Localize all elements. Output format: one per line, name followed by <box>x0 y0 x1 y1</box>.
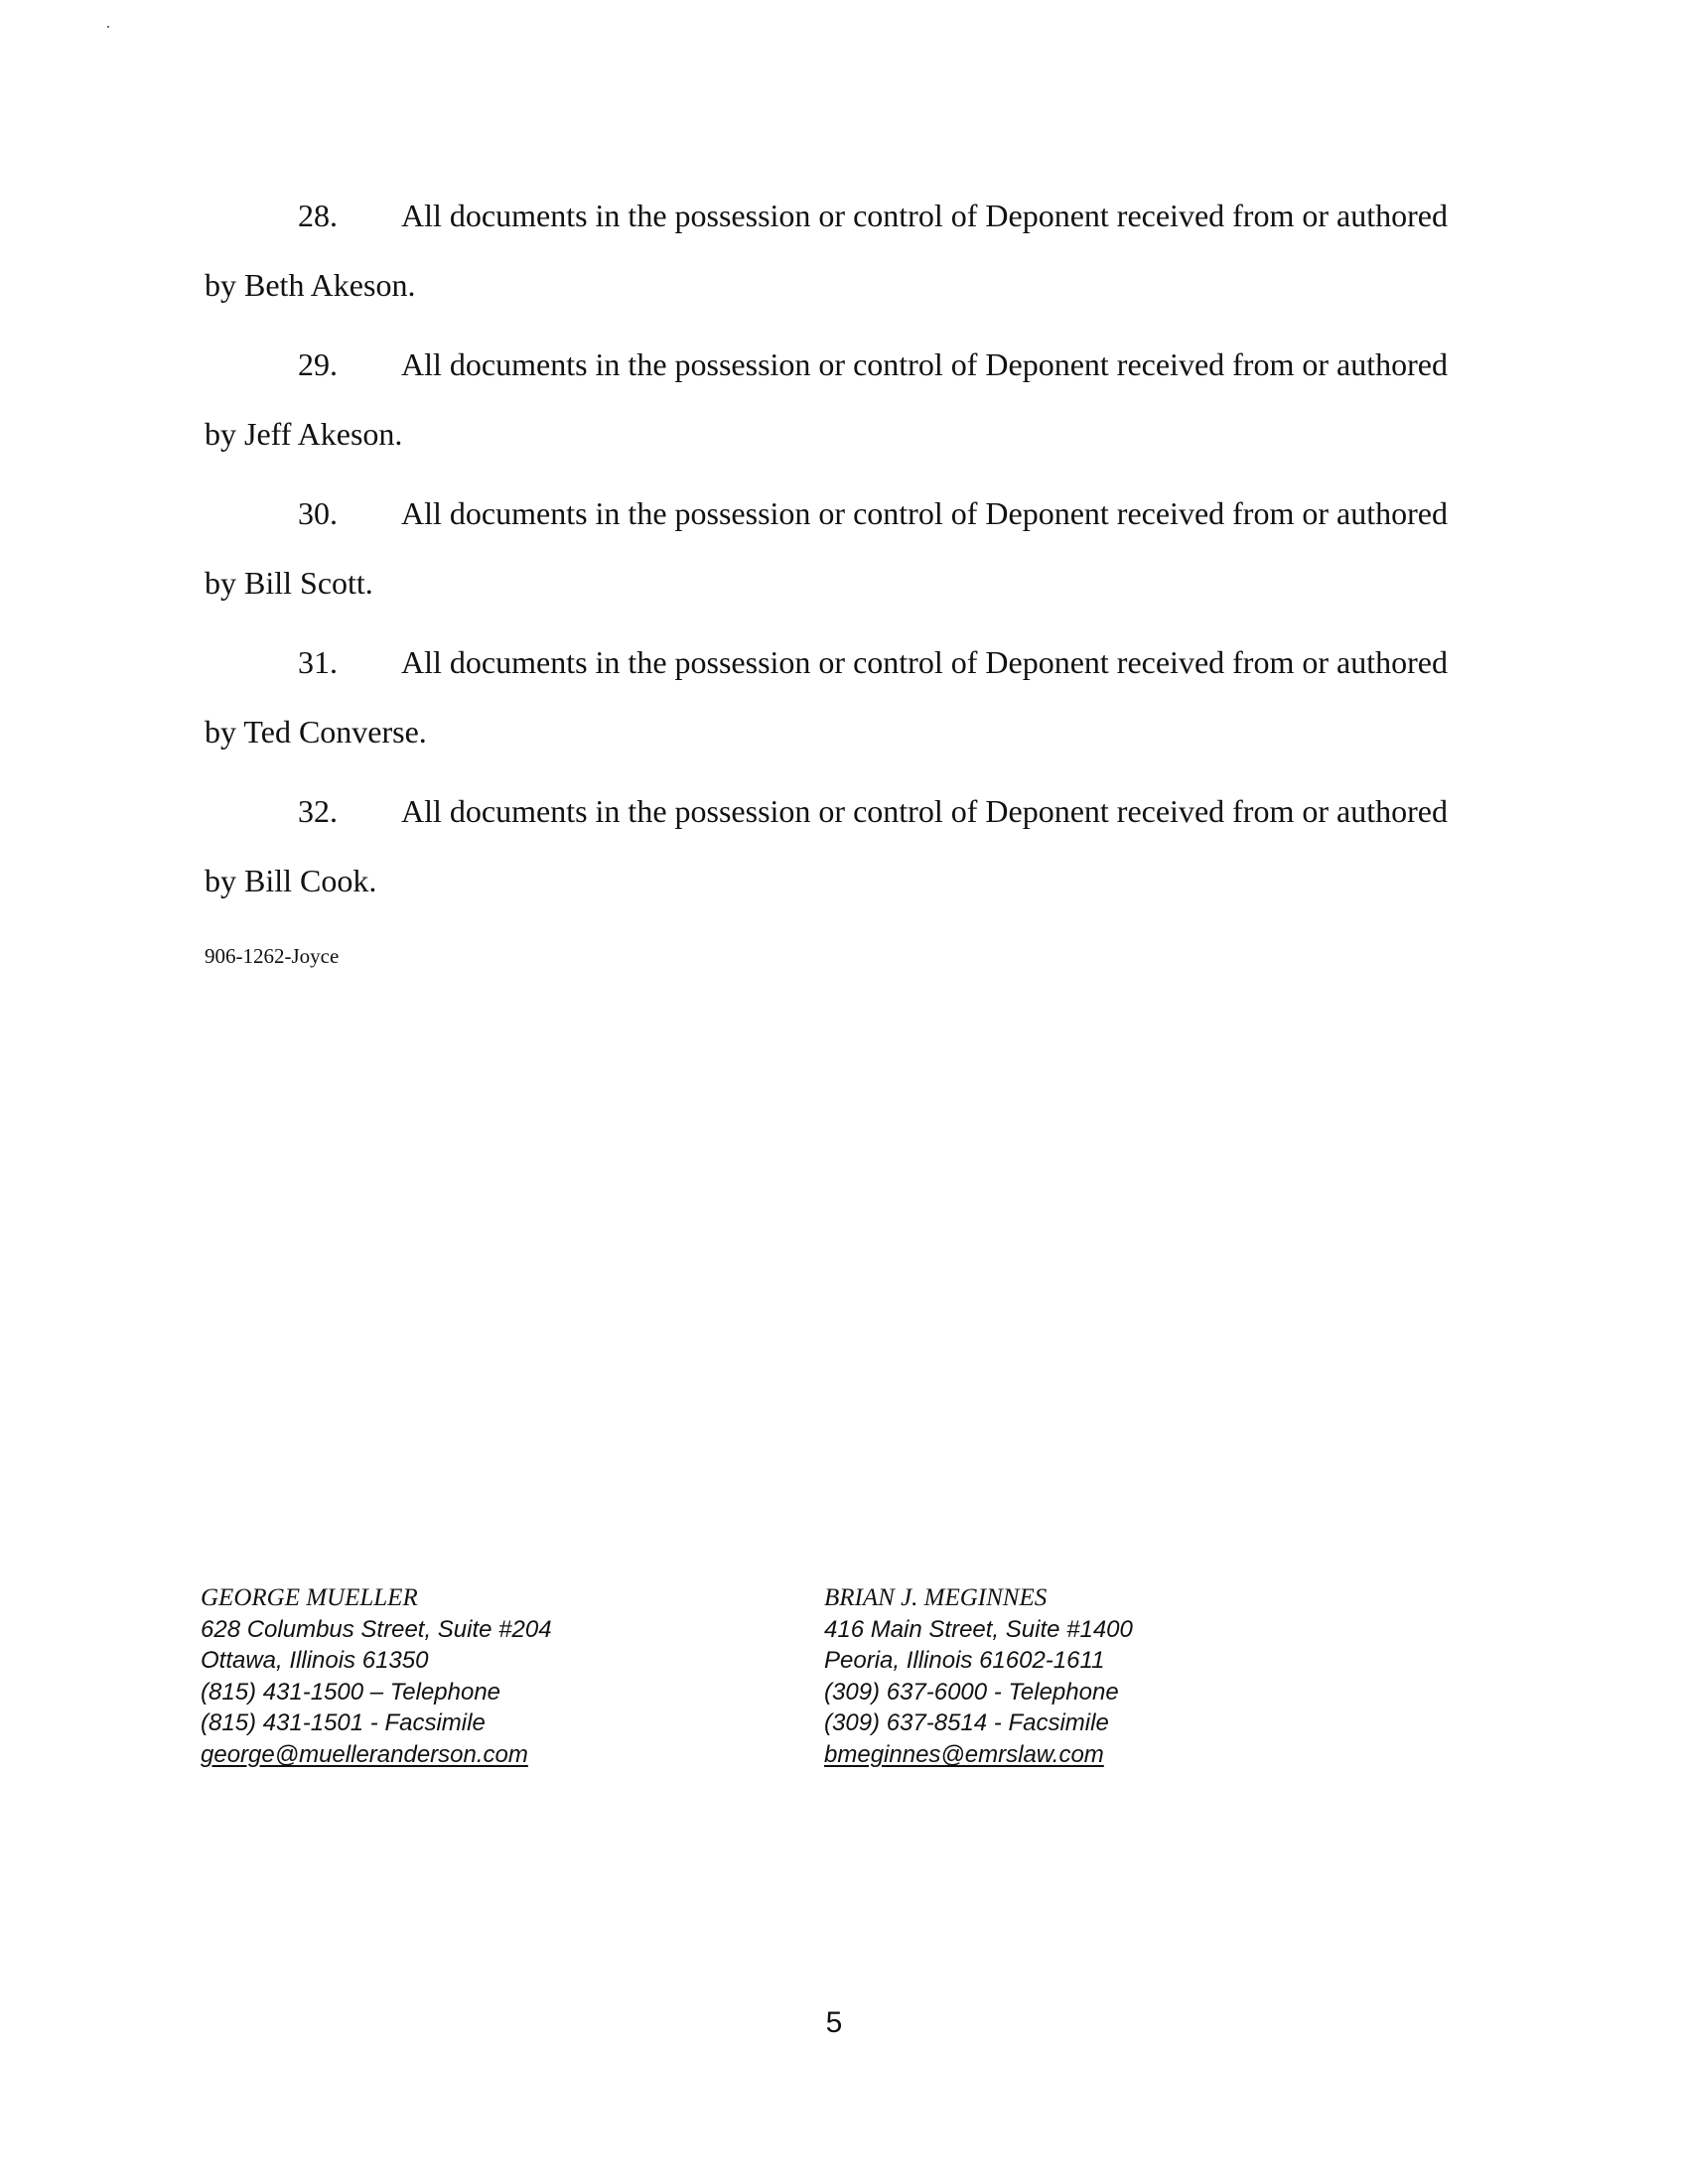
scan-artifact-dot <box>107 26 109 28</box>
request-number: 29. <box>298 346 338 382</box>
request-30-second-line: by Bill Scott. <box>205 565 373 601</box>
counsel-address-line2: Peoria, Illinois 61602-1611 <box>824 1647 1105 1675</box>
request-number: 28. <box>298 198 338 233</box>
counsel-email-link[interactable]: george@muelleranderson.com <box>201 1740 528 1768</box>
counsel-address-line2: Ottawa, Illinois 61350 <box>201 1647 429 1675</box>
request-32-first-line <box>298 792 1489 830</box>
request-28-first-line <box>298 197 1489 234</box>
request-31-second-line: by Ted Converse. <box>205 714 427 750</box>
request-32-second-line: by Bill Cook. <box>205 863 377 898</box>
counsel-address-line1: 416 Main Street, Suite #1400 <box>824 1615 1133 1643</box>
page-number: 5 <box>825 2006 843 2039</box>
request-29-first-line <box>298 345 1489 383</box>
file-reference: 906-1262-Joyce <box>205 944 340 968</box>
counsel-email-link[interactable]: bmeginnes@emrslaw.com <box>824 1740 1104 1768</box>
counsel-name: BRIAN J. MEGINNES <box>824 1584 1048 1611</box>
request-text: All documents in the possession or control of Deponent received from or authored <box>401 644 1448 680</box>
counsel-block-left <box>201 1582 552 1771</box>
counsel-block-right <box>824 1582 1133 1771</box>
request-number: 31. <box>298 644 338 680</box>
counsel-facsimile: (309) 637-8514 - Facsimile <box>824 1709 1109 1737</box>
request-text: All documents in the possession or control of Deponent received from or authored <box>401 495 1448 531</box>
counsel-telephone: (815) 431-1500 – Telephone <box>201 1678 501 1706</box>
request-number: 30. <box>298 495 338 531</box>
request-number: 32. <box>298 793 338 829</box>
request-text: All documents in the possession or control of Deponent received from or authored <box>401 346 1448 382</box>
counsel-facsimile: (815) 431-1501 - Facsimile <box>201 1709 486 1737</box>
request-28-second-line: by Beth Akeson. <box>205 267 416 303</box>
request-29-second-line: by Jeff Akeson. <box>205 416 403 452</box>
counsel-address-line1: 628 Columbus Street, Suite #204 <box>201 1615 552 1643</box>
request-31-first-line <box>298 643 1489 681</box>
counsel-name: GEORGE MUELLER <box>201 1584 418 1611</box>
request-30-first-line <box>298 494 1489 532</box>
request-text: All documents in the possession or control of Deponent received from or authored <box>401 793 1448 829</box>
counsel-telephone: (309) 637-6000 - Telephone <box>824 1678 1119 1706</box>
request-text: All documents in the possession or control of Deponent received from or authored <box>401 198 1448 233</box>
